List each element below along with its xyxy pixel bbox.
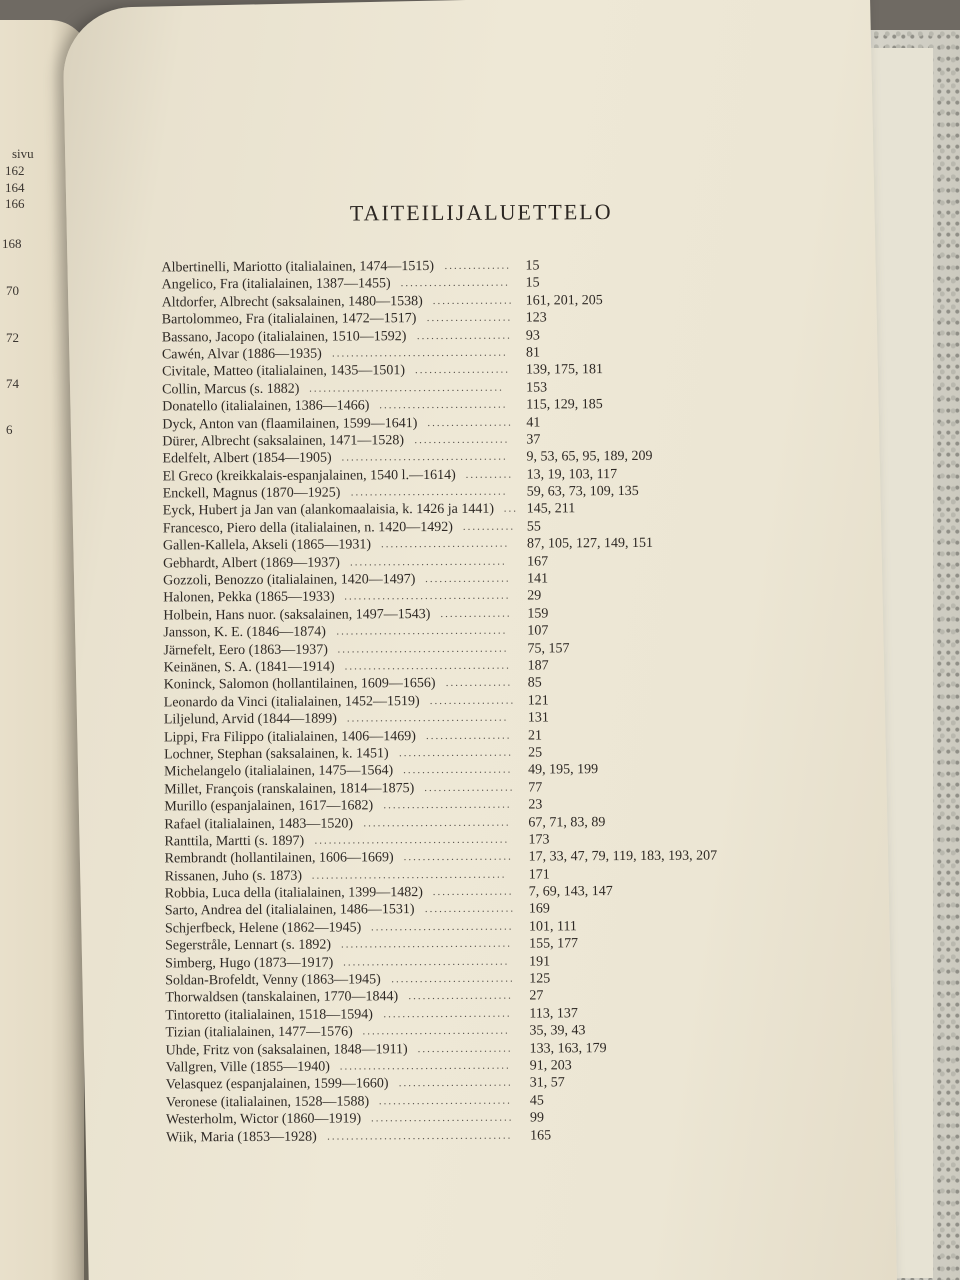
left-page-number: 72	[6, 330, 19, 345]
page-numbers: 13, 19, 103, 117	[526, 466, 618, 483]
index-page	[62, 0, 897, 1280]
leader-dots: ...............................	[362, 1024, 510, 1038]
page-numbers: 187	[527, 658, 549, 674]
artist-name: Dürer, Albrecht (saksalainen, 1471—1528)	[162, 433, 405, 450]
leader-dots: ..................	[426, 311, 513, 325]
leader-dots: ...........................	[379, 398, 508, 412]
artist-name: Dyck, Anton van (flaamilainen, 1599—1641)	[162, 415, 418, 432]
page-numbers: 99	[529, 1110, 544, 1126]
page-numbers: 77	[528, 780, 543, 796]
leader-dots: ..................	[425, 729, 512, 742]
leader-dots: ...................................	[344, 659, 511, 673]
page-numbers: 159	[527, 606, 549, 622]
page-numbers: 101, 111	[528, 919, 577, 935]
leader-dots: ...................	[424, 903, 516, 916]
artist-name: Jansson, K. E. (1846—1874)	[163, 624, 326, 641]
artist-name: Thorwaldsen (tanskalainen, 1770—1844)	[165, 989, 399, 1006]
leader-dots: ...................................	[341, 450, 508, 464]
leader-dots: ...................	[424, 781, 515, 794]
artist-name: Michelangelo (italialainen, 1475—1564)	[164, 763, 394, 780]
leader-dots: .................	[432, 294, 514, 307]
page-numbers: 25	[528, 745, 543, 761]
page-numbers: 7, 69, 143, 147	[528, 884, 613, 900]
artist-name: Tintoretto (italialainen, 1518—1594)	[165, 1007, 373, 1024]
left-page-number: 164	[5, 180, 25, 195]
page-numbers: 87, 105, 127, 149, 151	[526, 536, 653, 552]
page-numbers: 165	[530, 1127, 552, 1144]
page-numbers: 141	[527, 571, 549, 587]
left-page-number: 166	[5, 196, 25, 211]
leader-dots: .................	[432, 885, 514, 899]
leader-dots: ..................	[425, 572, 511, 586]
artist-name: Lippi, Fra Filippo (italialainen, 1406—1469)	[163, 728, 416, 745]
artist-name: Altdorfer, Albrecht (saksalainen, 1480—1538)	[161, 293, 423, 311]
page-title: TAITEILIJALUETTELO	[349, 199, 613, 226]
index-entry	[166, 1126, 806, 1147]
leader-dots: ....................	[414, 433, 510, 447]
page-numbers: 139, 175, 181	[526, 362, 604, 378]
page-numbers: 45	[529, 1093, 544, 1109]
page-numbers: 17, 33, 47, 79, 119, 183, 193, 207	[528, 848, 718, 865]
artist-name: Segerstråle, Lennart (s. 1892)	[165, 937, 332, 954]
page-numbers: 169	[528, 901, 550, 917]
leader-dots: .....................................	[331, 346, 508, 360]
artist-name: Velasquez (espanjalainen, 1599—1660)	[165, 1076, 389, 1093]
leader-dots: ....................	[416, 329, 512, 342]
leader-dots: ........................	[398, 1076, 513, 1090]
artist-name: Rafael (italialainen, 1483—1520)	[164, 815, 354, 832]
artist-name: Rissanen, Juho (s. 1873)	[164, 868, 303, 885]
artist-name: Leonardo da Vinci (italialainen, 1452—1519)	[163, 693, 420, 711]
page-numbers: 155, 177	[529, 936, 579, 952]
artist-name: Halonen, Pekka (1865—1933)	[163, 589, 335, 606]
leader-dots: ...........................	[380, 537, 510, 551]
left-page-number: 162	[5, 163, 25, 178]
artist-name: Ranttila, Martti (s. 1897)	[164, 833, 305, 850]
leader-dots: ..................	[429, 694, 516, 707]
leader-dots: .......................	[403, 850, 513, 864]
artist-name: Gebhardt, Albert (1869—1937)	[163, 555, 341, 572]
leader-dots: ............................	[378, 1094, 512, 1108]
page-numbers: 41	[526, 414, 541, 431]
leader-dots: .................................	[350, 555, 507, 569]
artist-name: Bassano, Jacopo (italialainen, 1510—1592)	[161, 328, 407, 345]
artist-name: Donatello (italialainen, 1386—1466)	[162, 398, 370, 415]
artist-name: Wiik, Maria (1853—1928)	[166, 1129, 317, 1145]
artist-index-list	[161, 256, 806, 1146]
left-page-number: 168	[2, 236, 22, 251]
leader-dots: ...........................	[383, 1007, 512, 1021]
leader-dots: ....................................	[336, 624, 508, 638]
artist-name: Lochner, Stephan (saksalainen, k. 1451)	[164, 746, 389, 763]
page-numbers: 15	[525, 275, 540, 291]
leader-dots: ...................................	[343, 955, 510, 969]
leader-dots: ....................................	[341, 937, 513, 951]
leader-dots: ..............	[445, 676, 513, 690]
leader-dots: ...............................	[363, 816, 511, 829]
leader-dots: .........................................	[309, 381, 504, 395]
page-numbers: 21	[527, 727, 542, 744]
artist-name: Keinänen, S. A. (1841—1914)	[163, 659, 335, 676]
leader-dots: ....................	[417, 1042, 513, 1055]
page-numbers: 31, 57	[529, 1075, 565, 1091]
page-numbers: 59, 63, 73, 109, 135	[526, 484, 639, 500]
artist-name: Angelico, Fra (italialainen, 1387—1455)	[161, 276, 391, 293]
artist-name: Robbia, Luca della (italialainen, 1399—1482)	[164, 885, 423, 902]
page-numbers: 93	[525, 328, 540, 344]
page-numbers: 29	[527, 588, 542, 604]
artist-name: Albertinelli, Mariotto (italialainen, 1474—1515)	[161, 259, 435, 276]
page-numbers: 9, 53, 65, 95, 189, 209	[526, 449, 653, 465]
page-numbers: 167	[527, 554, 549, 570]
leader-dots: .......................	[400, 276, 510, 290]
page-numbers: 23	[528, 797, 543, 813]
page-numbers: 107	[527, 623, 549, 639]
page-numbers: 81	[525, 345, 540, 361]
leader-dots: ...................................	[344, 590, 511, 603]
artist-name: El Greco (kreikkalais-espanjalainen, 1540 l.—1614)	[162, 467, 456, 485]
artist-name: Tizian (italialainen, 1477—1576)	[165, 1024, 353, 1041]
leader-dots: ..........	[465, 468, 514, 481]
page-numbers: 173	[528, 832, 550, 848]
artist-name: Murillo (espanjalainen, 1617—1682)	[164, 798, 374, 815]
artist-name: Koninck, Salomon (hollantilainen, 1609—1656)	[163, 676, 436, 693]
leader-dots: ....................	[415, 363, 511, 377]
artist-name: Millet, François (ranskalainen, 1814—1875)	[164, 780, 415, 798]
page-numbers: 37	[526, 432, 541, 448]
page-numbers: 55	[526, 519, 541, 535]
leader-dots: ..................................	[346, 711, 509, 725]
leader-dots: ...........	[462, 520, 516, 533]
artist-name: Simberg, Hugo (1873—1917)	[165, 955, 334, 972]
leader-dots: .................................	[350, 485, 508, 499]
leader-dots: ..............................	[370, 920, 514, 934]
page-numbers: 133, 163, 179	[529, 1040, 607, 1057]
leader-dots: ...	[503, 503, 519, 516]
page-numbers: 121	[527, 693, 549, 709]
artist-name: Veronese (italialainen, 1528—1588)	[165, 1094, 370, 1111]
artist-name: Vallgren, Ville (1855—1940)	[165, 1059, 330, 1076]
artist-name: Edelfelt, Albert (1854—1905)	[162, 450, 332, 467]
leader-dots: ...............	[440, 607, 512, 620]
artist-name: Sarto, Andrea del (italialainen, 1486—1531)	[164, 902, 415, 919]
leader-dots: .........................................	[314, 833, 510, 847]
page-content	[161, 198, 801, 1145]
artist-name: Collin, Marcus (s. 1882)	[162, 381, 300, 398]
left-page-header: sivu	[12, 146, 34, 161]
page-numbers: 27	[529, 988, 544, 1004]
page-numbers: 153	[526, 380, 548, 396]
artist-name: Cawén, Alvar (1886—1935)	[161, 346, 322, 363]
page-numbers: 75, 157	[527, 640, 570, 657]
artist-name: Gozzoli, Benozzo (italialainen, 1420—1497)	[163, 572, 416, 589]
artist-name: Gallen-Kallela, Akseli (1865—1931)	[162, 537, 372, 554]
artist-name: Liljelund, Arvid (1844—1899)	[163, 711, 337, 728]
artist-name: Francesco, Piero della (italialainen, n. 1420—1492)	[162, 519, 453, 537]
leader-dots: ..........................	[391, 972, 515, 986]
artist-name: Schjerfbeck, Helene (1862—1945)	[164, 920, 362, 937]
leader-dots: ....................................	[337, 642, 509, 656]
artist-name: Järnefelt, Eero (1863—1937)	[163, 642, 328, 659]
page-numbers: 191	[529, 954, 551, 970]
leader-dots: ...........................	[383, 798, 512, 812]
page-numbers: 145, 211	[526, 501, 576, 517]
page-numbers: 161, 201, 205	[525, 292, 603, 309]
leader-dots: .......................	[403, 763, 513, 777]
page-numbers: 67, 71, 83, 89	[528, 814, 606, 831]
leader-dots: ......................	[408, 990, 513, 1003]
artist-name: Rembrandt (hollantilainen, 1606—1669)	[164, 850, 394, 867]
leader-dots: .......................................	[327, 1129, 513, 1143]
page-numbers: 113, 137	[529, 1006, 578, 1022]
page-numbers: 123	[525, 310, 547, 326]
artist-name: Civitale, Matteo (italialainen, 1435—1501)	[162, 363, 406, 380]
page-numbers: 91, 203	[529, 1058, 572, 1074]
artist-name: Bartolommeo, Fra (italialainen, 1472—1517)	[161, 311, 417, 328]
page-numbers: 115, 129, 185	[526, 397, 603, 413]
leader-dots: ....................................	[339, 1059, 511, 1073]
page-numbers: 85	[527, 675, 542, 691]
page-numbers: 35, 39, 43	[529, 1023, 586, 1039]
page-numbers: 171	[528, 867, 550, 883]
left-page-number: 6	[6, 422, 13, 437]
left-page-number: 70	[6, 283, 19, 298]
page-numbers: 131	[527, 710, 549, 726]
artist-name: Uhde, Fritz von (saksalainen, 1848—1911)	[165, 1041, 408, 1058]
leader-dots: ........................	[399, 746, 514, 760]
artist-name: Soldan-Brofeldt, Venny (1863—1945)	[165, 972, 381, 989]
leader-dots: ..................	[427, 416, 513, 429]
left-page-number: 74	[6, 376, 19, 391]
leader-dots: ..............................	[370, 1111, 514, 1125]
leader-dots: ..............	[444, 259, 512, 272]
artist-name: Eyck, Hubert ja Jan van (alankomaalaisia, k. 1426 ja 1441)	[162, 502, 495, 519]
leader-dots: .........................................	[311, 868, 507, 882]
page-numbers: 15	[525, 258, 540, 274]
page-numbers: 49, 195, 199	[528, 762, 599, 778]
artist-name: Westerholm, Wictor (1860—1919)	[165, 1111, 362, 1128]
page-numbers: 125	[529, 971, 551, 987]
artist-name: Holbein, Hans nuor. (saksalainen, 1497—1543)	[163, 606, 431, 624]
artist-name: Enckell, Magnus (1870—1925)	[162, 485, 341, 502]
